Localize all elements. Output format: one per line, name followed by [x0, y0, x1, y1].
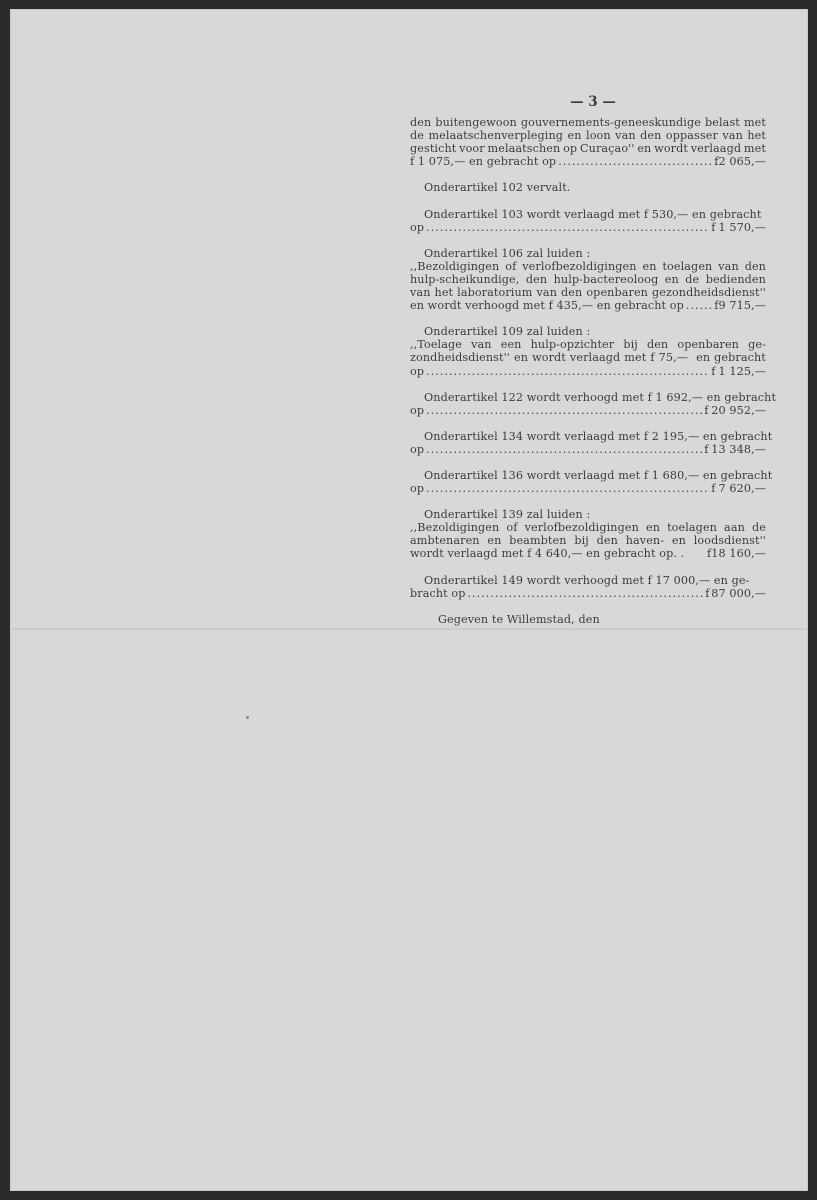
currency-symbol: f: [714, 155, 719, 169]
amount-line: [410, 587, 766, 600]
amount-value: 13 348,—: [711, 442, 766, 456]
amount-line-text: f 1 075,— en gebracht op: [410, 155, 557, 169]
amount-value: 87 000,—: [711, 586, 766, 600]
currency-symbol: f: [707, 547, 712, 561]
paragraph-gap: [410, 195, 766, 208]
page-number: — 3 —: [570, 94, 616, 110]
text-line: ,,Toelage van een hulp-opzichter bij den openbaren ge-: [410, 338, 766, 352]
paragraph-gap: [410, 600, 766, 613]
currency-symbol: f: [704, 442, 709, 456]
text-line: hulp-scheikundige, den hulp-bactereoloog en de bedienden: [410, 272, 766, 286]
text-line: van het laboratorium van den openbaren gezondheidsdienst'': [410, 286, 766, 300]
text-line: den buitengewoon gouvernements-geneeskundige belast met: [410, 116, 766, 130]
currency-symbol: f: [711, 482, 716, 496]
currency-symbol: f: [705, 586, 710, 600]
paragraph: [410, 247, 766, 312]
amount-line: [410, 365, 766, 378]
paragraph: [410, 325, 766, 377]
currency-symbol: f: [704, 403, 709, 417]
amount-line-text: bracht op: [410, 586, 466, 600]
amount-line: [410, 443, 766, 456]
page-fold-line: [10, 628, 808, 630]
amount-value: 7 620,—: [718, 482, 766, 496]
currency-symbol: f: [711, 364, 716, 378]
dot-leader: [426, 221, 709, 234]
paragraph: [410, 208, 766, 234]
amount-line: [410, 482, 766, 495]
paragraph-gap: [410, 234, 766, 247]
amount-value: 9 715,—: [718, 299, 766, 313]
amount-line: [410, 404, 766, 417]
text-line: Onderartikel 149 wordt verhoogd met f 17 000,— en ge-: [424, 573, 750, 587]
amount-value: 1 125,—: [718, 364, 766, 378]
amount-value: 1 570,—: [718, 220, 766, 234]
amount-line-text: op: [410, 364, 425, 378]
dot-leader: [426, 404, 702, 417]
dot-leader: [558, 155, 712, 168]
paragraph-gap: [410, 312, 766, 325]
amount-line: [410, 547, 766, 560]
amount-line: [410, 221, 766, 234]
paragraph-list: [410, 116, 777, 626]
amount-line-text: op: [410, 442, 425, 456]
text-column: [410, 94, 777, 626]
text-line: Onderartikel 139 zal luiden :: [424, 508, 591, 522]
text-line: Onderartikel 102 vervalt.: [424, 181, 571, 195]
text-line: zondheidsdienst'' en wordt verlaagd met f 75,— en gebracht: [410, 351, 766, 365]
paragraph: [410, 116, 766, 168]
text-line: Onderartikel 103 wordt verlaagd met f 530,— en gebracht: [424, 207, 762, 221]
amount-line-text: op: [410, 482, 425, 496]
paragraph-gap: [410, 495, 766, 508]
currency-symbol: f: [711, 220, 716, 234]
dot-leader: [686, 299, 712, 312]
dot-leader: [426, 365, 709, 378]
text-line: Gegeven te Willemstad, den: [438, 612, 600, 626]
paragraph-gap: [410, 417, 766, 430]
text-line: ambtenaren en beambten bij den haven- en loodsdienst'': [410, 534, 766, 548]
amount-line-text: op: [410, 220, 425, 234]
amount-line-text: en wordt verhoogd met f 435,— en gebracht op: [410, 299, 684, 313]
text-line: de melaatschenverpleging en loon van den oppasser van het: [410, 129, 766, 143]
text-line: gesticht voor melaatschen op Curaçao'' en wordt verlaagd met: [410, 142, 766, 156]
paragraph-gap: [410, 456, 766, 469]
text-line: Onderartikel 134 wordt verlaagd met f 2 195,— en gebracht: [424, 429, 773, 443]
amount-line: [410, 299, 766, 312]
amount-line: [410, 155, 766, 168]
paragraph-gap: [410, 378, 766, 391]
text-line: Onderartikel 122 wordt verhoogd met f 1 692,— en gebracht: [424, 390, 777, 404]
text-line: Onderartikel 106 zal luiden :: [424, 246, 591, 260]
paragraph: [410, 468, 773, 496]
paper-speck: [246, 716, 249, 719]
amount-value: 18 160,—: [711, 547, 766, 561]
text-line: ,,Bezoldigingen of verlofbezoldigingen en toelagen aan de: [410, 521, 766, 535]
amount-value: 2 065,—: [718, 155, 766, 169]
paragraph: [410, 390, 777, 417]
dot-leader: [426, 482, 709, 495]
paragraph: [410, 181, 766, 194]
paragraph: [410, 574, 766, 600]
amount-line-text: op: [410, 403, 425, 417]
paragraph-gap: [410, 561, 766, 574]
amount-value: 20 952,—: [711, 403, 766, 417]
paragraph: [410, 508, 766, 560]
text-line: Onderartikel 109 zal luiden :: [424, 325, 591, 339]
paragraph: [410, 429, 773, 456]
text-line: Onderartikel 136 wordt verlaagd met f 1 680,— en gebracht: [424, 468, 773, 482]
amount-line-text: wordt verlaagd met f 4 640,— en gebracht op. .: [410, 547, 685, 561]
paragraph-gap: [410, 168, 766, 181]
dot-leader: [426, 443, 702, 456]
currency-symbol: f: [714, 299, 719, 313]
dot-leader: [468, 587, 704, 600]
paragraph: [410, 613, 766, 626]
text-line: ,,Bezoldigingen of verlofbezoldigingen en toelagen van den: [410, 259, 766, 273]
